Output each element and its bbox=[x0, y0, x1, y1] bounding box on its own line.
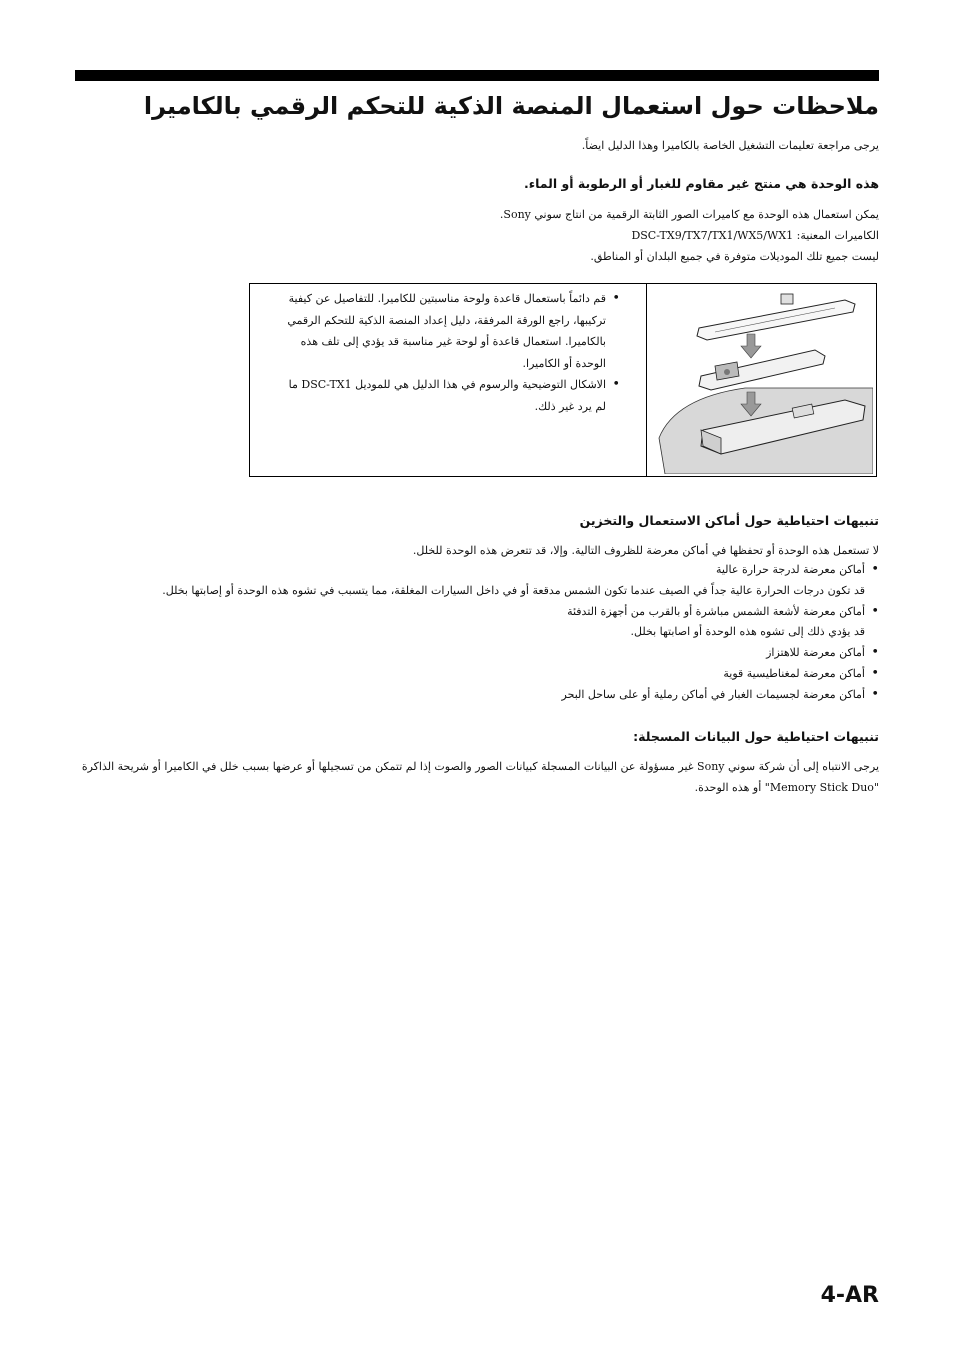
page-title: ملاحظات حول استعمال المنصة الذكية للتحكم الرقمي بالكاميرا bbox=[143, 92, 879, 120]
compat-line-2: الكاميرات المعنية: DSC-TX9/TX7/TX1/WX5/WX1 bbox=[631, 229, 879, 242]
mount-illustration bbox=[655, 288, 873, 474]
note-box bbox=[249, 283, 877, 477]
compat-line-3: ليست جميع تلك الموديلات متوفرة في جميع البلدان أو المناطق. bbox=[590, 250, 879, 263]
list-item bbox=[75, 664, 879, 685]
location-cautions-heading: تنبيهات احتياطية حول أماكن الاستعمال والتخزين bbox=[579, 513, 879, 528]
note-list bbox=[276, 288, 620, 417]
list-item-detail: قد يؤدي ذلك إلى تشوه هذه الوحدة أو اصابتها بخلل. bbox=[630, 625, 865, 639]
list-item-detail: قد تكون درجات الحرارة عالية جداً في الصيف عندما تكون الشمس مدقعة أو في داخل السيارات المغلقة، مما يتسبب في تشوه هذه الوحدة أو إصابتها بخلل. bbox=[162, 583, 865, 597]
location-cautions-intro: لا تستعمل هذه الوحدة أو تحفظها في أماكن معرضة للظروف التالية. وإلا، قد تتعرض هذه الوحدة للخلل. bbox=[412, 544, 879, 557]
list-item-text: • أماكن معرضة لمغناطيسية قوية bbox=[723, 666, 865, 680]
header-rule bbox=[75, 70, 879, 81]
note-item: • قم دائماً باستعمال قاعدة ولوحة مناسبتين للكاميرا. للتفاصيل عن كيفية تركيبها، راجع الورقة المرفقة، دليل إعداد المنصة الذكية للتحكم الرقمي بالكاميرا. استعمال قاعدة أو لوحة غير مناسبة قد يؤدي إلى تلف هذه الوحدة أو الكاميرا. bbox=[276, 288, 620, 374]
data-cautions-text: يرجى الانتباه إلى أن شركة سوني Sony غير مسؤولة عن البيانات المسجلة كبيانات الصور والصوت إذا لم تتمكن من تسجيلها أو عرضها بسبب خلل في الكاميرا أو شريحة الذاكرة "Memory Stick Duo" أو هذه الوحدة. bbox=[81, 760, 879, 794]
list-item bbox=[75, 685, 879, 706]
list-item bbox=[75, 560, 879, 602]
compat-heading: هذه الوحدة هي منتج غير مقاوم للغبار أو الرطوبة أو الماء. bbox=[523, 176, 879, 191]
list-item bbox=[75, 602, 879, 644]
list-item-text: • أماكن معرضة لأشعة الشمس مباشرة أو بالقرب من أجهزة التدفئة bbox=[567, 604, 865, 618]
list-item bbox=[75, 643, 879, 664]
location-cautions-list bbox=[75, 560, 879, 706]
list-item-text: • أماكن معرضة لجسيمات الغبار في أماكن رملية أو على ساحل البحر bbox=[561, 687, 865, 701]
note-box-divider bbox=[646, 284, 647, 476]
compat-line-1: يمكن استعمال هذه الوحدة مع كاميرات الصور الثابتة الرقمية من انتاج سوني Sony. bbox=[499, 208, 879, 221]
data-cautions-heading: تنبيهات احتياطية حول البيانات المسجلة: bbox=[633, 729, 879, 744]
list-item-text: • أماكن معرضة لدرجة حرارة عالية bbox=[715, 563, 865, 576]
list-item-text: • أماكن معرضة للاهتزاز bbox=[766, 646, 865, 660]
intro-text: يرجى مراجعة تعليمات التشغيل الخاصة بالكاميرا وهذا الدليل ايضاً. bbox=[581, 139, 879, 152]
note-item: • الاشكال التوضيحية والرسوم في هذا الدليل هي للموديل DSC-TX1 ما لم يرد غير ذلك. bbox=[276, 374, 620, 417]
page-number: 4-AR bbox=[820, 1283, 879, 1308]
